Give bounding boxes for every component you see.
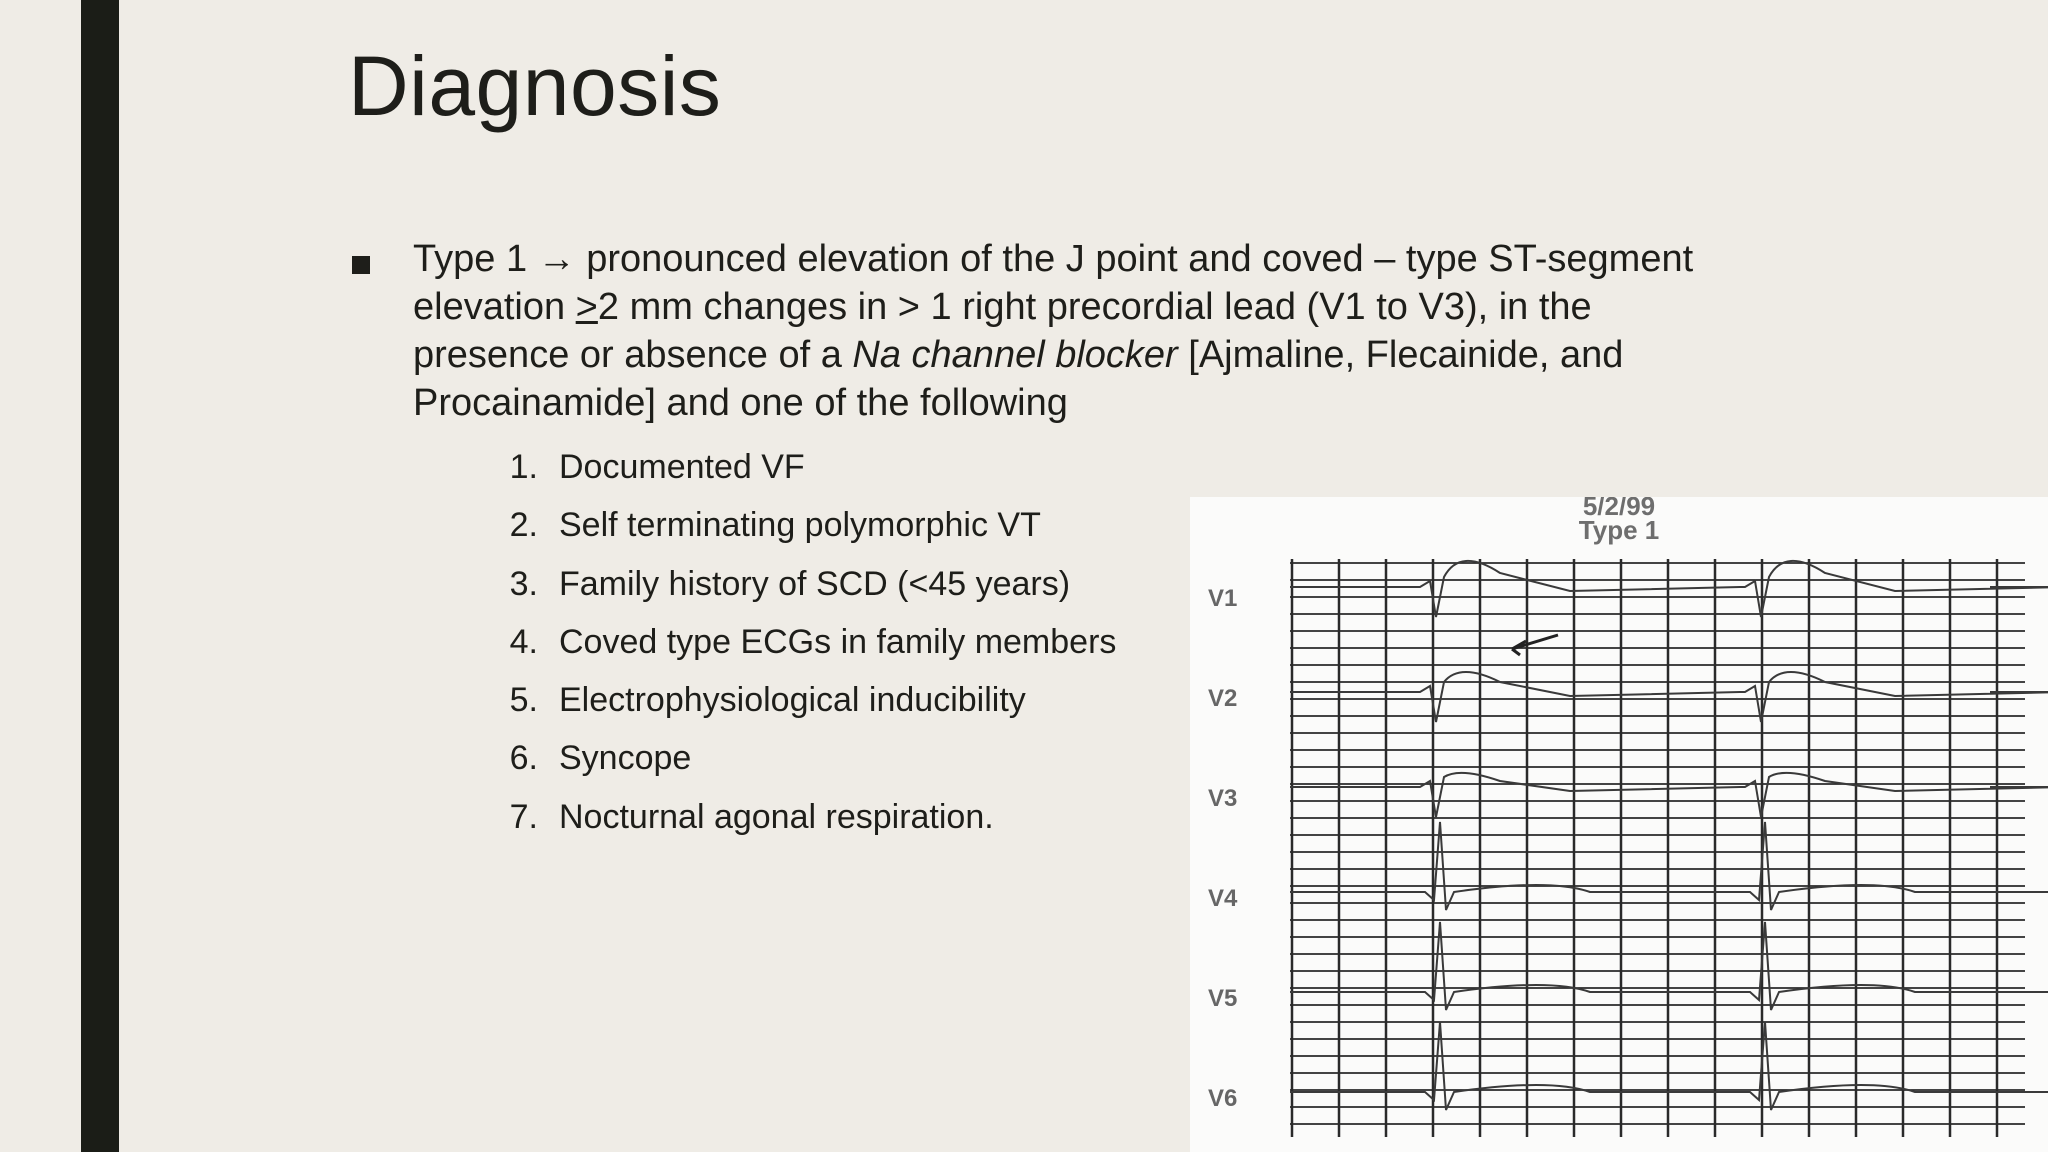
side-accent-bar bbox=[81, 0, 119, 1152]
bullet-part-3: [Ajmaline, Flecainide, and Procainamide] and one of the following bbox=[413, 334, 1624, 424]
bullet-square-icon bbox=[352, 256, 370, 274]
item-number: 3. bbox=[509, 564, 538, 603]
item-number: 5. bbox=[509, 681, 538, 720]
item-number: 1. bbox=[509, 448, 538, 486]
ecg-type-label: Type 1 bbox=[1578, 515, 1660, 545]
lead-label-v6: V6 bbox=[1208, 1085, 1238, 1112]
item-text: Electrophysiological inducibility bbox=[559, 681, 1026, 720]
item-number: 2. bbox=[509, 506, 538, 545]
slide-title: Diagnosis bbox=[348, 39, 722, 133]
bullet-part-1: Type 1 → pronounced elevation of the J point and coved – type ST-segment elevation bbox=[413, 238, 1694, 328]
lead-label-v3: V3 bbox=[1208, 785, 1238, 812]
ecg-date-label: 5/2/99 bbox=[1582, 497, 1656, 521]
ecg-image bbox=[1190, 497, 2048, 1152]
na-channel-blocker-emphasis: Na channel blocker bbox=[852, 334, 1178, 376]
ecg-arrow-marker bbox=[1512, 635, 1558, 655]
item-number: 4. bbox=[509, 622, 538, 661]
ecg-grid bbox=[1290, 559, 2025, 1137]
lead-label-v4: V4 bbox=[1208, 885, 1238, 912]
item-text: Syncope bbox=[559, 739, 692, 778]
item-text: Documented VF bbox=[559, 448, 805, 486]
item-number: 6. bbox=[509, 739, 538, 778]
item-text: Family history of SCD (<45 years) bbox=[559, 564, 1071, 603]
item-number: 7. bbox=[509, 797, 538, 836]
item-text: Coved type ECGs in family members bbox=[559, 622, 1117, 661]
greater-equal-symbol: > bbox=[575, 286, 598, 328]
ecg-traces-graphic bbox=[1190, 497, 2048, 1152]
bullet-part-2: 2 mm changes in > 1 right precordial lead (V1 to V3), in the presence or absence of a bbox=[413, 286, 1592, 376]
lead-label-v2: V2 bbox=[1208, 685, 1238, 712]
item-text: Nocturnal agonal respiration. bbox=[559, 797, 994, 836]
lead-label-v5: V5 bbox=[1208, 985, 1238, 1012]
item-text: Self terminating polymorphic VT bbox=[559, 506, 1041, 545]
main-bullet-text bbox=[413, 235, 1713, 427]
lead-label-v1: V1 bbox=[1208, 585, 1238, 612]
